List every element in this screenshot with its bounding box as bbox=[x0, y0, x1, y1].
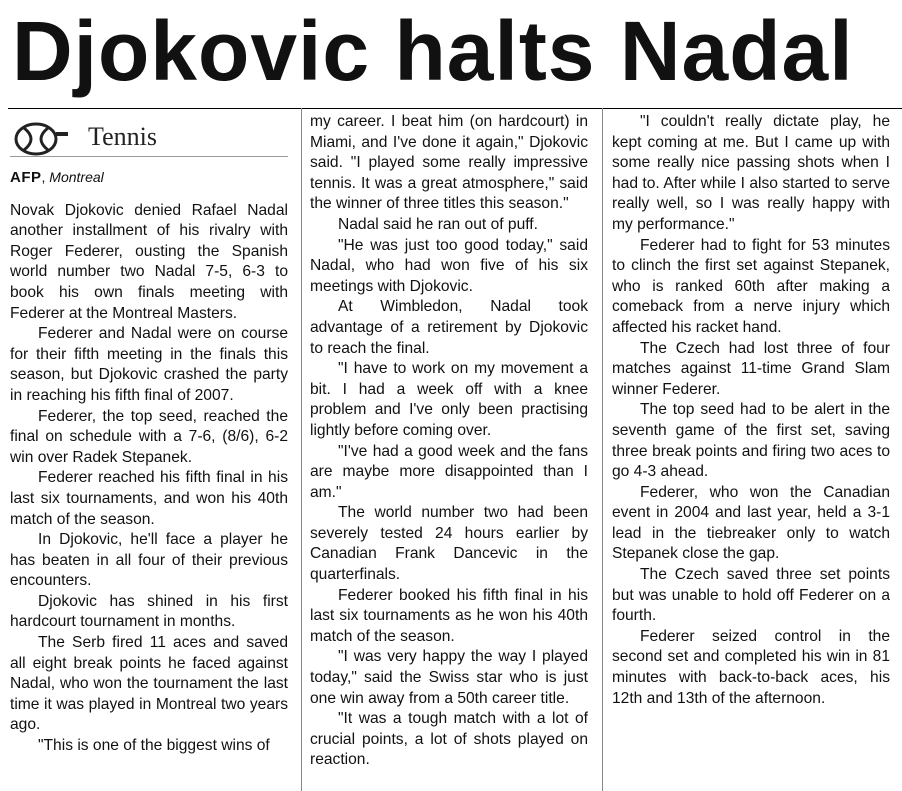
paragraph: Federer seized control in the second set and completed his win in 81 minutes with back-to-back aces, his 12th and 13th of the afternoon. bbox=[612, 627, 890, 707]
column-divider bbox=[602, 108, 603, 791]
paragraph: Federer reached his fifth final in his last six tournaments, and won his 40th match of the season. bbox=[10, 469, 288, 528]
paragraph: Djokovic has shined in his first hardcourt tournament in months. bbox=[10, 592, 288, 631]
headline: Djokovic halts Nadal bbox=[12, 4, 854, 98]
paragraph: The top seed had to be alert in the seventh game of the first set, saving three break points and firing two aces to go 4-3 ahead. bbox=[612, 401, 890, 481]
paragraph: "I was very happy the way I played today," said the Swiss star who is just one win away from a 50th career title. bbox=[310, 648, 588, 707]
byline-city: Montreal bbox=[49, 169, 104, 185]
paragraph: The Czech saved three set points but was unable to hold off Federer on a fourth. bbox=[612, 566, 890, 625]
headline-rule bbox=[8, 108, 902, 109]
paragraph: Federer, who won the Canadian event in 2004 and last year, held a 3-1 lead in the tiebreaker only to watch Stepanek close the gap. bbox=[612, 483, 890, 563]
column-divider bbox=[301, 108, 302, 791]
paragraph: The world number two had been severely tested 24 hours earlier by Canadian Frank Dancevic in the quarterfinals. bbox=[310, 504, 588, 584]
paragraph: "I couldn't really dictate play, he kept coming at me. But I came up with some really nice passing shots when I had to. After while I also started to serve really well, so I was really happy with my performance." bbox=[612, 113, 890, 233]
paragraph: "He was just too good today," said Nadal, who had won five of his six meetings with Djokovic. bbox=[310, 236, 588, 295]
paragraph: "I have to work on my movement a bit. I had a week off with a knee problem and I've only been practising lightly before coming over. bbox=[310, 360, 588, 439]
article-column-2 bbox=[310, 112, 588, 791]
tennis-ball-icon bbox=[12, 122, 68, 156]
paragraph: Federer and Nadal were on course for their fifth meeting in the finals this season, but Djokovic crashed the party in reaching his fifth final of 2007. bbox=[10, 325, 288, 404]
byline-agency: AFP bbox=[10, 169, 42, 186]
article-column-3 bbox=[612, 112, 890, 791]
paragraph: In Djokovic, he'll face a player he has beaten in all four of their previous encounters. bbox=[10, 531, 288, 590]
section-header bbox=[10, 116, 288, 157]
paragraph: Federer had to fight for 53 minutes to clinch the first set against Stepanek, who is ranked 60th after making a comeback from a nerve injury which affected his racket hand. bbox=[612, 236, 890, 336]
paragraph: Nadal said he ran out of puff. bbox=[338, 215, 538, 233]
paragraph: At Wimbledon, Nadal took advantage of a retirement by Djokovic to reach the final. bbox=[310, 298, 588, 357]
paragraph: "It was a tough match with a lot of crucial points, a lot of shots played on reaction. bbox=[310, 710, 588, 769]
paragraph: Novak Djokovic denied Rafael Nadal another installment of his rivalry with Roger Federer, ousting the Spanish world number two Nadal 7-5, 6-3 to book his own finals meeting with Federer at the Montreal Masters. bbox=[10, 201, 288, 322]
paragraph: Federer, the top seed, reached the final on schedule with a 7-6, (8/6), 6-2 win over Radek Stepanek. bbox=[10, 407, 288, 466]
paragraph: The Serb fired 11 aces and saved all eight break points he faced against Nadal, who won the tournament the last time it was played in Montreal two years ago. bbox=[10, 634, 288, 734]
section-title: Tennis bbox=[88, 122, 157, 151]
article-column-1 bbox=[10, 112, 288, 791]
byline: AFP, Montreal bbox=[10, 169, 104, 186]
paragraph: The Czech had lost three of four matches against 11-time Grand Slam winner Federer. bbox=[612, 339, 890, 398]
paragraph: "I've had a good week and the fans are maybe more disappointed than I am." bbox=[310, 442, 588, 501]
paragraph: my career. I beat him (on hardcourt) in Miami, and I've done it again," Djokovic said. "I played some really impressive tennis. It was a great atmosphere," said the winner of three titles this season." bbox=[310, 113, 588, 213]
paragraph: Federer booked his fifth final in his last six tournaments as he won his 40th match of the season. bbox=[310, 586, 588, 645]
paragraph: "This is one of the biggest wins of bbox=[38, 737, 270, 755]
